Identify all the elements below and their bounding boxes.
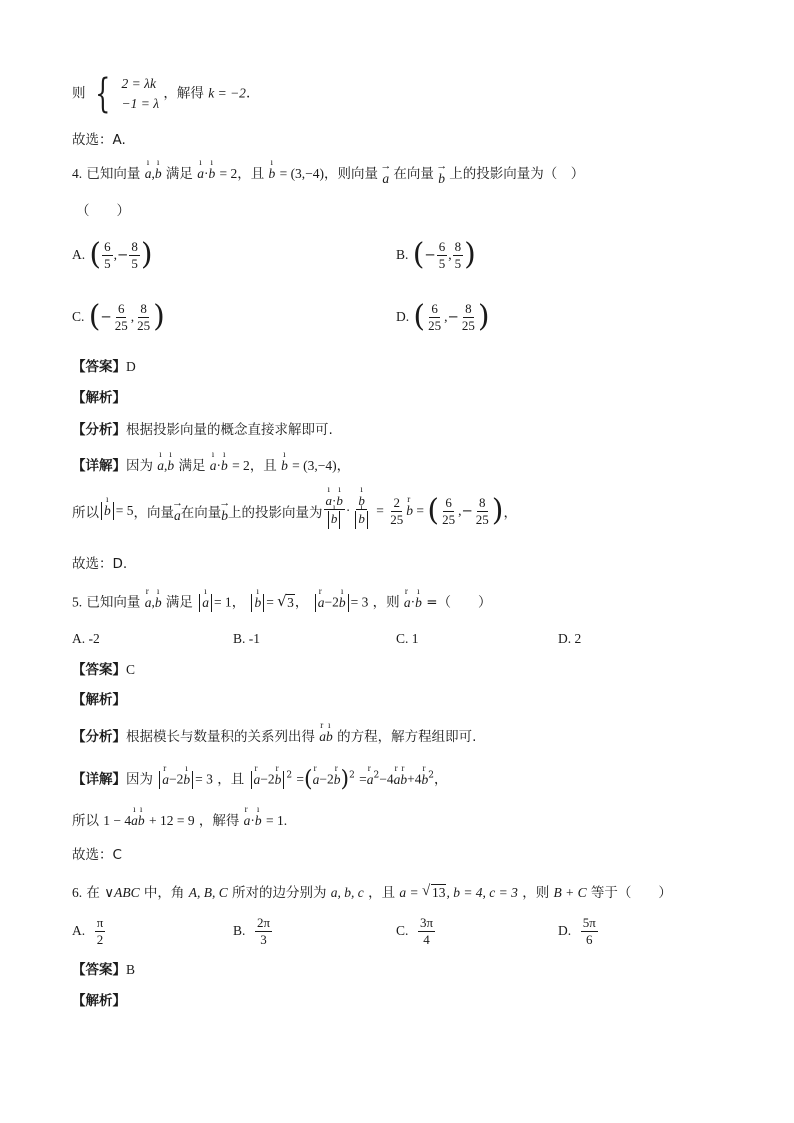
b-value: = (3,−4) [292,458,337,473]
fraction: $\frac{6}{5}$ [438,239,446,271]
fraction: $\frac{2\pi}{3}$ [256,915,271,947]
fraction: $\frac{8}{25}$ [137,301,151,333]
fraction: $\frac{8}{5}$ [454,239,462,271]
vec-b: ı b [104,503,111,519]
sec3-result: k = −2 [208,85,246,101]
fraction: $\frac{6}{25}$ [428,301,442,333]
vec-a: ı a [157,459,164,473]
q4-stem-c: ，且 [237,166,265,182]
q5-choice [72,849,122,863]
q6-stem-c: 所对的边分别为 [232,885,327,901]
q4-dot-value: = 2 [219,166,238,181]
answer-tag: 【答案】 [72,359,126,375]
q5-number: 5. [72,594,83,610]
vec-a: ı a [145,167,152,181]
q5-analysis-tag: 【解析】 [72,692,126,708]
sign: − [424,247,436,264]
vec-a: ı a [210,459,217,473]
answer-value: D [126,359,136,374]
q4-number: 4. [72,166,83,181]
vec-a: ı a [197,167,204,181]
q5-stem-b: 满足 [165,594,193,611]
xiangjie-c: ，且 [217,771,245,788]
sec3-prefix: 则 [72,85,86,102]
so-d: 在向量 [180,505,222,522]
fraction: $\frac{8}{25}$ [461,301,475,333]
fenxi-text: 根据投影向量的概念直接求解即可. [126,422,333,438]
so-c: ，向量 [133,505,174,522]
vec-b: ı b [167,459,174,473]
so-c: = 1. [265,813,288,828]
q6-stem-f: 等于（ ） [590,885,672,901]
left-brace: { [94,71,111,117]
option-label: A. [72,247,86,263]
fenxi-a: 根据模长与数量积的关系列出得 [126,729,315,745]
so-expr2: + 12 = 9 [148,813,195,828]
xiangjie-a: 因为 [126,458,153,474]
option-label: D. [396,309,410,325]
q6-option-d[interactable] [558,916,599,946]
q5-fenxi: 【分析】根据模长与数量积的关系列出得 r aı b 的方程，解方程组即可. [72,730,476,745]
q6-stem [72,886,672,901]
option-label: B. [396,247,409,263]
vec-b: ı b [281,459,288,473]
q4-option-a[interactable]: A. ( $\frac{6}{5}$ , − $\frac{8}{5}$ ) [72,237,153,273]
mod-ab-value: = 3 [350,594,369,610]
unit-b: ı b ı b [351,494,372,529]
q4-blank: （ ） [76,203,130,219]
q5-xiangjie: 【详解】因为 r a−2ı b = 3 ，且 r a−2r b $^2$ =(r a−2r b)$^2$ =r $a^2-4r$ ar b+4r $b^2$， [72,769,447,791]
arrow-vec-a: → a [174,508,181,524]
q4-answer [72,360,136,375]
q5-option-d[interactable]: D. 2 [558,631,582,646]
xiangjie-a: 因为 [126,771,153,788]
angles: A, B, C [188,885,228,900]
sign: − [117,247,129,264]
option-label: D. [558,923,572,939]
q6-analysis-tag: 【解析】 [72,993,126,1009]
q6-option-b[interactable] [233,916,273,946]
mod-a-value: = 1 [213,594,232,610]
q5-stem: 5. 已知向量 r a,ı b 满足 ı a = 1， ı b = √ 3， r a−2ı b = 3 ，则 r a·ı b =（ ） [72,594,492,612]
answer-tag: 【答案】 [72,962,126,978]
sec3-choice: 故选：A. [72,132,126,148]
option-label: C. [72,309,85,325]
mod-b-value: = 5 [115,503,134,519]
xiangjie-tag: 【详解】 [72,458,126,474]
q5-answer [72,663,135,678]
sides: a, b, c [330,885,364,900]
q4-stem-d: ，则向量 [324,166,379,182]
sign: − [461,503,473,520]
side-a-eq: a = [399,885,419,900]
q5-option-b[interactable]: B. -1 [233,631,260,646]
sign: − [100,309,112,326]
so-a: 所以 [72,813,99,829]
so-expr: 1 − 4 [103,813,132,828]
option-label: A. [72,923,86,939]
sqrt-3: √ 3 [278,596,295,611]
answer-value: B [126,962,136,977]
sec3-mid: ，解得 [163,85,204,102]
sec3-period: . [245,85,251,102]
q6-number: 6. [72,885,83,900]
q6-stem-a: 在 [86,885,100,901]
q4-option-b[interactable]: B. ( − $\frac{6}{5}$ , $\frac{8}{5}$ ) [396,237,476,273]
q4-option-d[interactable]: D. ( $\frac{6}{25}$ , − $\frac{8}{25}$ ) [396,299,490,335]
vec-b: ı b [269,167,276,181]
q5-stem-a: 已知向量 [86,594,141,611]
sys-row-1: 2 = λk [121,76,156,92]
xiangjie-b: 满足 [178,458,206,474]
option-label: C. [396,923,409,939]
q4-xiangjie: 【详解】因为 ı a,ı b 满足 ı a·ı b = 2，且 ı b = (3,−4)， [72,459,350,474]
q5-choice-text: 故选：C [72,847,122,863]
fraction: $\frac{8}{25}$ [475,495,489,527]
q6-answer [72,963,135,978]
answer-tag: 【答案】 [72,662,126,678]
vec-b: ı b [208,167,215,181]
mod-b-eq: = [266,594,274,610]
so-a: 所以 [72,505,99,522]
fenxi-tag: 【分析】 [72,422,126,438]
q4-stem: 4. 已知向量 ı a,ı b 满足 ı a·ı b = 2，且 ı b = (3,−4)，则向量 → a 在向量 → b 上的投影向量为（ ） [72,167,584,182]
so-e: 上的投影向量为 [228,505,323,522]
q4-choice: 故选：D. [72,556,128,572]
side-bc-values: , b = 4, c = 3 [446,885,518,900]
q4-analysis-tag: 【解析】 [72,390,126,406]
arrow-vec-b: → b [221,508,228,524]
q5-so-line: 所以 1 − 4ı aı b + 12 = 9 ，解得 r a·ı b = 1. [72,814,287,829]
xiangjie-tag: 【详解】 [72,771,126,788]
sign: − [447,309,459,326]
xiangjie-c: ，且 [249,458,277,474]
dot-value: = 2 [232,458,250,473]
q4-stem-b: 满足 [165,166,193,182]
option-label: B. [233,923,246,939]
q6-stem-e: ，则 [522,885,550,901]
q4-stem-f: 上的投影向量为（ ） [449,166,585,182]
arrow-vec-a: → a [382,172,389,186]
vec-a: r a [145,596,152,610]
fenxi-b: 的方程，解方程组即可. [337,729,477,745]
fenxi-tag: 【分析】 [72,729,126,745]
fraction: $\frac{3\pi}{4}$ [419,915,434,947]
q4-option-c[interactable]: C. ( − $\frac{6}{25}$ , $\frac{8}{25}$ ) [72,299,165,335]
arrow-vec-b: → b [438,172,445,186]
q5-stem-d: =（ ） [426,594,492,611]
sec3-system-line [72,71,251,117]
q5-stem-c: ，则 [372,594,400,611]
q6-stem-b: 中，角 [143,885,185,901]
fraction: $\frac{6}{5}$ [104,239,111,271]
q4-stem-e: 在向量 [393,166,434,182]
sqrt-13: √ 13 [423,886,447,900]
fraction: $\frac{5\pi}{6}$ [582,915,596,947]
q4-b-value: = (3,−4) [279,166,325,181]
vec-b: ı b [221,459,228,473]
sys-row-2: −1 = λ [121,96,160,111]
q6-option-c[interactable] [396,916,436,946]
vec-b: ı b [155,596,162,610]
answer-value: C [126,662,136,677]
q6-option-a[interactable] [72,916,106,946]
q5-option-c[interactable]: C. 1 [396,631,419,646]
mod-ab-value: = 3 [195,771,213,787]
fraction: $\frac{6}{25}$ [442,495,456,527]
vec-b: ı b [155,167,162,181]
triangle-symbol: ∨ABC [104,885,140,900]
so-b: ，解得 [198,813,240,829]
fraction-2-25: $\frac{2}{25}$ [390,495,404,527]
target-expr: B + C [553,885,587,900]
fraction: $\frac{6}{25}$ [114,301,128,333]
q4-stem-a: 已知向量 [86,166,141,182]
dot-over-mod: ı a·ı b ı b [324,494,345,529]
fraction: $\frac{8}{5}$ [131,239,138,271]
q4-fenxi [72,424,333,438]
equation-system [122,74,160,113]
fraction: $\frac{\pi}{2}$ [96,915,104,947]
q6-stem-d: ，且 [368,885,396,901]
q4-so-line: 所以 ı b = 5 ，向量 → a 在向量 → b 上的投影向量为 ı a·ı b ı b · ı b ı b = $\frac{2}{25}$ r b = ( $\frac{6}{25}$ , − $\frac{8}{25}$ ) ， [72,494,517,529]
q5-option-a[interactable]: A. -2 [72,631,100,646]
